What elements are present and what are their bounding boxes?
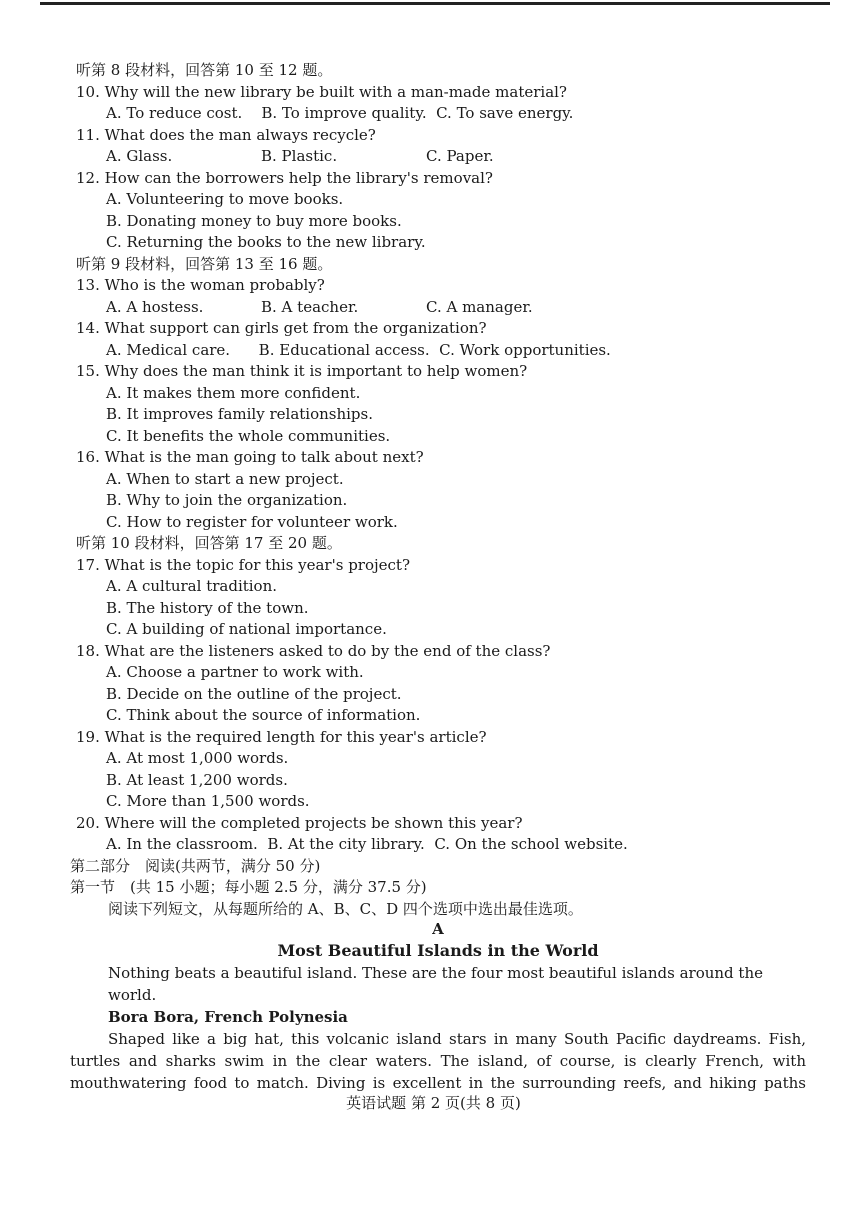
- question-stem: 17. What is the topic for this year's project?: [76, 555, 410, 574]
- option-c: C. Paper.: [426, 147, 494, 165]
- passage-intro: Nothing beats a beautiful island. These are the four most beautiful islands around the world.: [108, 964, 763, 1004]
- question-stem: 15. Why does the man think it is important to help women?: [76, 362, 528, 380]
- question-stem: 20. Where will the completed projects be shown this year?: [76, 813, 523, 832]
- question-stem: 11. What does the man always recycle?: [76, 125, 376, 144]
- question-stem: 18. What are the listeners asked to do by the end of the class?: [76, 641, 551, 660]
- option-c: C. It benefits the whole communities.: [106, 426, 391, 445]
- top-border-line: [40, 2, 830, 5]
- question-options: A. To reduce cost. B. To improve quality. C. To save energy.: [106, 104, 574, 122]
- part-title: 第二部分 阅读(共两节，满分 50 分): [70, 856, 321, 875]
- option-a: A. Volunteering to move books.: [106, 190, 344, 208]
- section-header: 听第 9 段材料，回答第 13 至 16 题。: [76, 254, 333, 273]
- option-c: C. Think about the source of information.: [106, 706, 421, 724]
- section-header: 听第 8 段材料，回答第 10 至 12 题。: [76, 61, 333, 79]
- option-a: A. At most 1,000 words.: [106, 749, 289, 767]
- section-header: 听第 10 段材料，回答第 17 至 20 题。: [76, 534, 342, 552]
- option-c: C. How to register for volunteer work.: [106, 512, 398, 531]
- instruction: 阅读下列短文，从每题所给的 A、B、C、D 四个选项中选出最佳选项。: [108, 899, 583, 918]
- question-stem: 16. What is the man going to talk about next?: [76, 448, 424, 466]
- section-title: 第一节 (共 15 小题；每小题 2.5 分，满分 37.5 分): [70, 878, 427, 896]
- question-options: [76, 146, 806, 168]
- page-footer: 英语试题 第 2 页(共 8 页): [346, 1094, 521, 1112]
- question-stem: 12. How can the borrowers help the library's removal?: [76, 168, 493, 187]
- option-a: A. Glass.: [106, 147, 173, 165]
- option-b: B. Plastic.: [261, 147, 338, 165]
- question-options: A. In the classroom. B. At the city library. C. On the school website.: [106, 835, 628, 853]
- option-c: C. A manager.: [426, 297, 533, 316]
- option-b: B. Why to join the organization.: [106, 491, 348, 509]
- option-b: B. Decide on the outline of the project.: [106, 684, 402, 703]
- option-b: B. Donating money to buy more books.: [106, 211, 402, 230]
- paragraph-line: turtles and sharks swim in the clear waters. The island, of course, is clearly French, with: [70, 1052, 806, 1070]
- listening-questions: [70, 60, 806, 920]
- paragraph-line: mouthwatering food to match. Diving is excellent in the surrounding reefs, and hiking paths: [70, 1074, 806, 1092]
- question-stem: 10. Why will the new library be built with a man-made material?: [76, 82, 567, 101]
- question-options: A. Medical care. B. Educational access. C. Work opportunities.: [106, 340, 611, 359]
- passage-letter: A: [432, 920, 444, 938]
- option-a: A. A cultural tradition.: [106, 577, 278, 595]
- option-b: B. It improves family relationships.: [106, 405, 374, 423]
- option-a: A. When to start a new project.: [106, 469, 344, 488]
- option-c: C. A building of national importance.: [106, 620, 387, 638]
- option-c: C. Returning the books to the new library.: [106, 233, 426, 251]
- passage-title: Most Beautiful Islands in the World: [277, 941, 599, 960]
- question-options: [76, 297, 806, 319]
- passage-subheading: Bora Bora, French Polynesia: [108, 1008, 348, 1026]
- option-b: B. A teacher.: [261, 297, 359, 316]
- option-a: A. It makes them more confident.: [106, 383, 361, 402]
- option-b: B. The history of the town.: [106, 598, 309, 617]
- option-c: C. More than 1,500 words.: [106, 792, 310, 810]
- question-stem: 19. What is the required length for this year's article?: [76, 727, 487, 746]
- option-a: A. A hostess.: [106, 297, 204, 316]
- question-stem: 13. Who is the woman probably?: [76, 276, 325, 294]
- paragraph-line: Shaped like a big hat, this volcanic island stars in many South Pacific daydreams. Fish,: [108, 1030, 806, 1048]
- question-stem: 14. What support can girls get from the organization?: [76, 319, 487, 337]
- option-a: A. Choose a partner to work with.: [106, 663, 364, 681]
- reading-passage: [70, 918, 806, 1094]
- option-b: B. At least 1,200 words.: [106, 770, 288, 789]
